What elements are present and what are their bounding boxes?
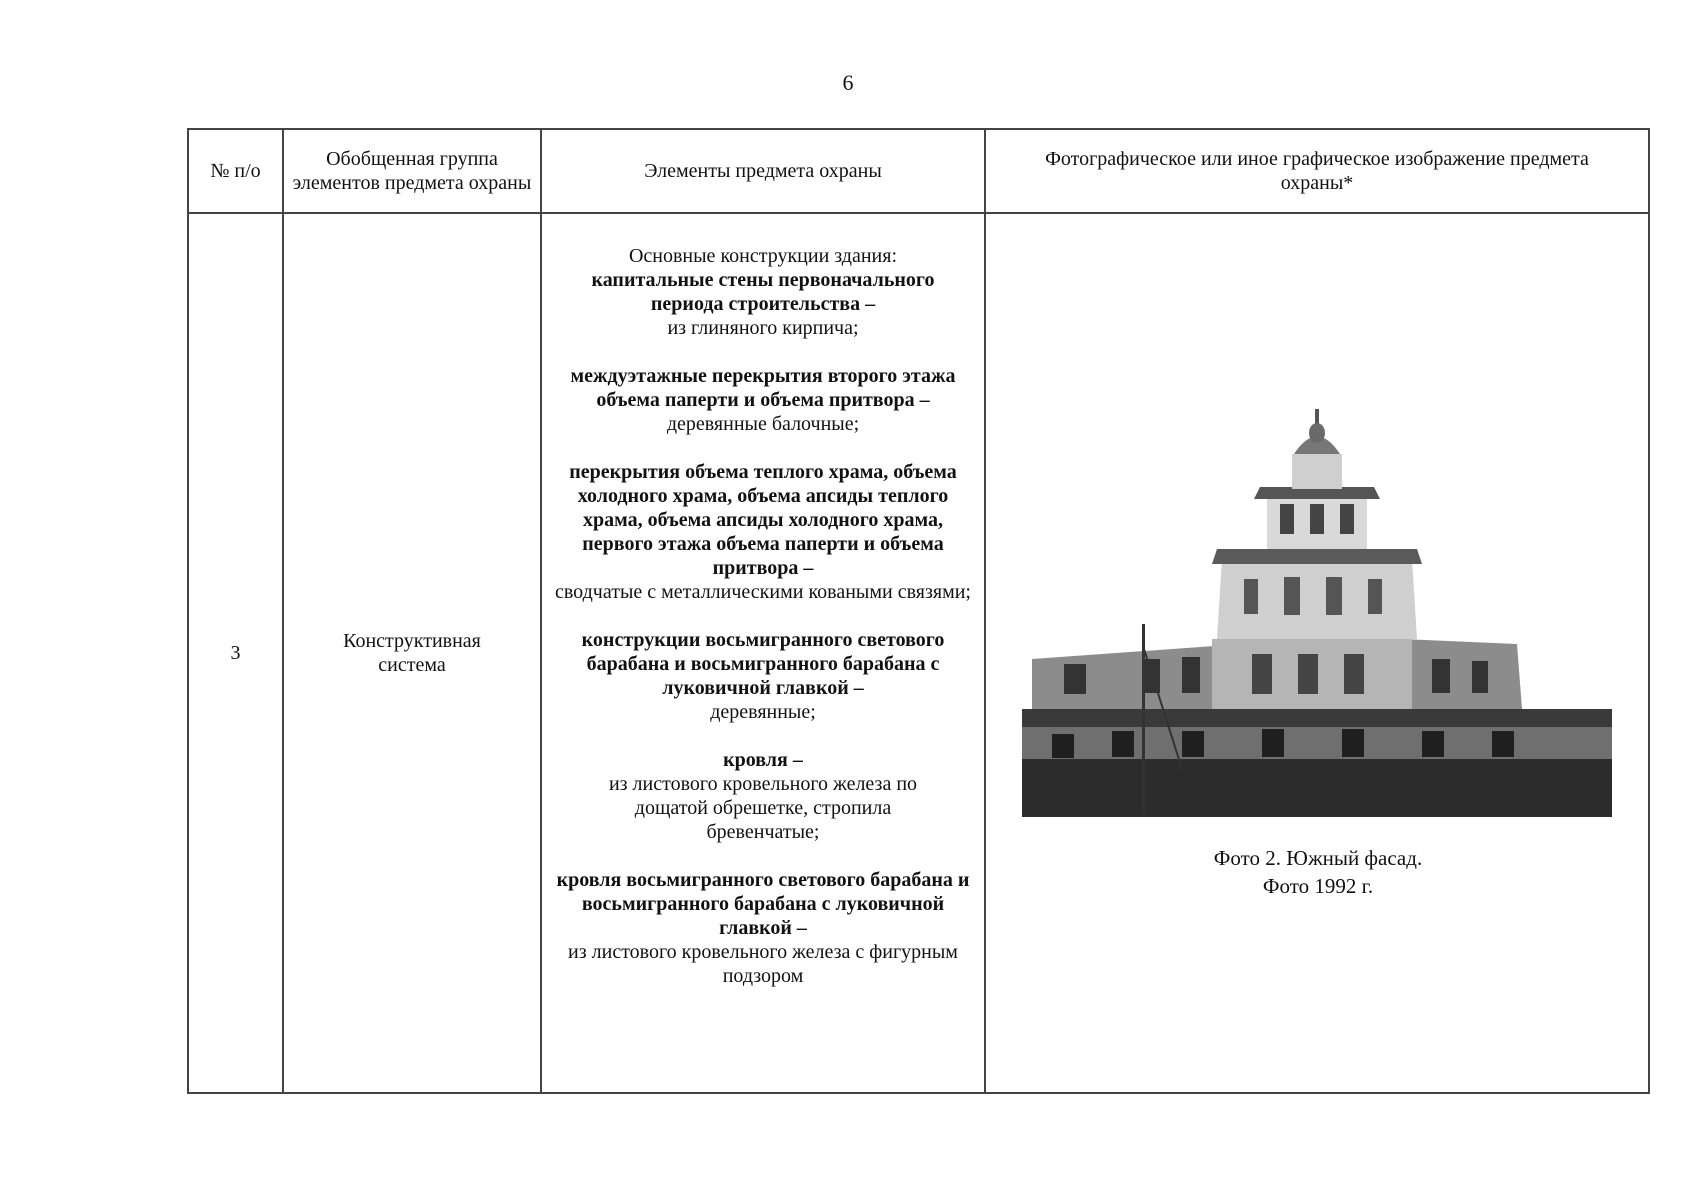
element-item: конструкции восьмигранного светового барабана и восьмигранного барабана с луковичной главкой – деревянные; bbox=[581, 629, 945, 723]
row-num: 3 bbox=[188, 213, 283, 1093]
page-number: 6 bbox=[842, 70, 854, 95]
element-item: капитальные стены первоначального периода строительства – из глиняного кирпича; bbox=[591, 269, 935, 339]
element-item: Основные конструкции здания: bbox=[628, 245, 898, 267]
table-row bbox=[188, 213, 1649, 1093]
protection-table bbox=[187, 128, 1650, 1094]
church-photo bbox=[1022, 409, 1612, 819]
header-group: Обобщенная группа элементов предмета охраны bbox=[283, 129, 541, 213]
row-group: Конструктивная система bbox=[283, 213, 541, 1093]
element-item: кровля – из листового кровельного железа по дощатой обрешетке, стропила бревенчатые; bbox=[608, 749, 918, 843]
church-photo-image bbox=[1022, 409, 1612, 819]
element-item: междуэтажные перекрытия второго этажа объема паперти и объема притвора – деревянные балочные; bbox=[570, 365, 956, 435]
element-item: кровля восьмигранного светового барабана и восьмигранного барабана с луковичной главкой – из листового кровельного железа с фигурным подзором bbox=[556, 869, 970, 987]
photo-caption bbox=[986, 844, 1650, 900]
row-elements bbox=[541, 213, 985, 1093]
element-item: перекрытия объема теплого храма, объема холодного храма, объема апсиды теплого храма, объема апсиды холодного храма, первого этажа объема паперти и объема притвора – сводчатые с металлическими коваными связями; bbox=[555, 461, 971, 603]
table-header-row bbox=[188, 129, 1649, 213]
photo-caption-line2: Фото 1992 г. bbox=[1262, 874, 1374, 898]
header-photo: Фотографическое или иное графическое изображение предмета охраны* bbox=[985, 129, 1649, 213]
photo-caption-line1: Фото 2. Южный фасад. bbox=[1213, 846, 1423, 870]
header-num: № п/о bbox=[188, 129, 283, 213]
header-elements: Элементы предмета охраны bbox=[541, 129, 985, 213]
row-photo bbox=[985, 213, 1649, 1093]
